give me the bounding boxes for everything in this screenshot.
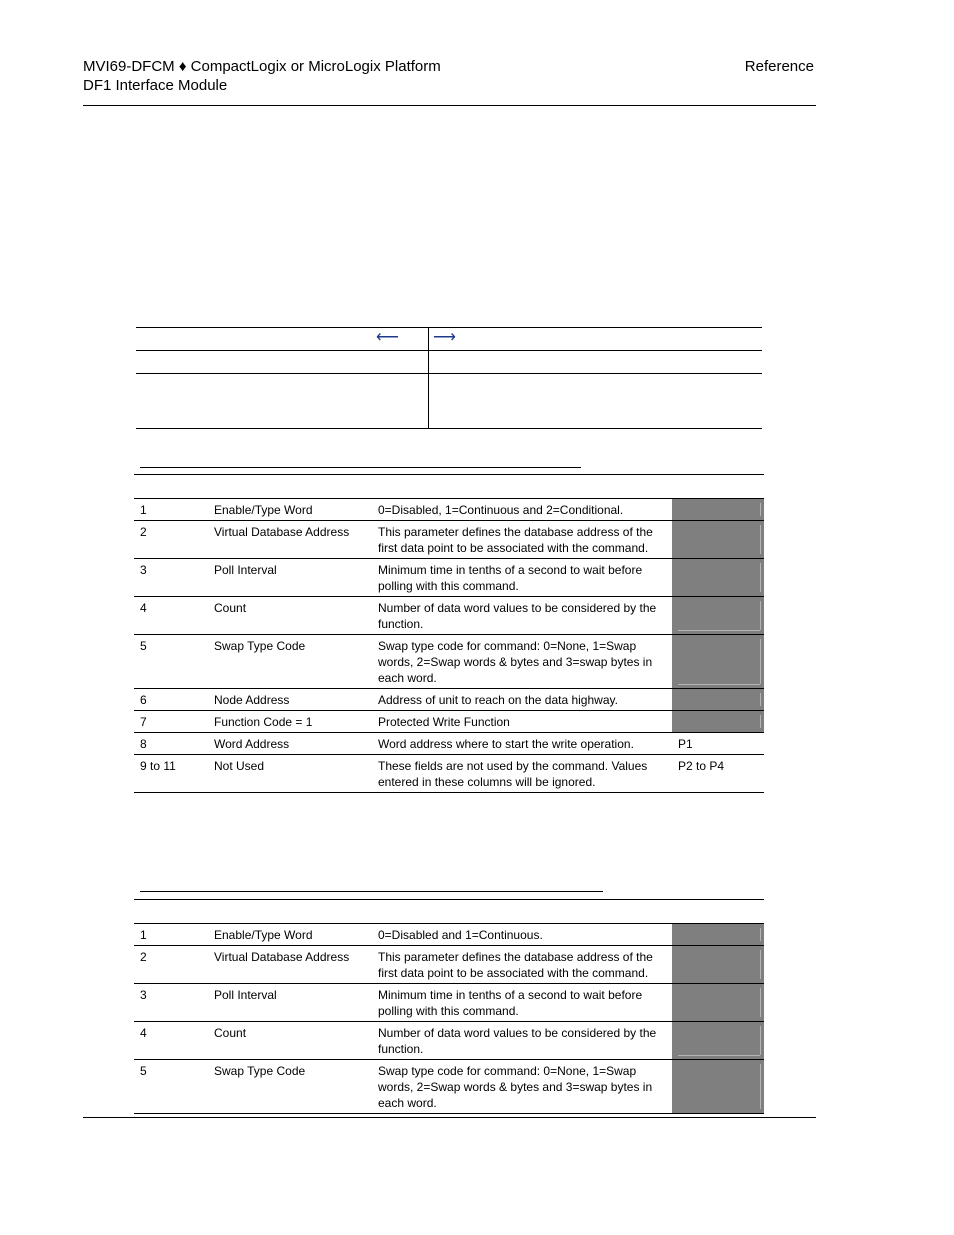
command-table-read [134, 923, 764, 1114]
row-description: Minimum time in tenths of a second to wait before polling with this command. [372, 559, 672, 597]
direction-table-top-rule [136, 327, 762, 328]
row-number: 3 [134, 559, 208, 597]
row-parameter-name: Virtual Database Address [208, 946, 372, 984]
table-row [134, 924, 764, 946]
table2-title-rule [140, 891, 603, 892]
direction-table [136, 327, 762, 429]
table1-header-rule [134, 474, 764, 475]
row-number: 7 [134, 711, 208, 733]
direction-table-bottom-rule [136, 428, 762, 429]
row-description: This parameter defines the database address of the first data point to be associated with the command. [372, 521, 672, 559]
row-parameter-name: Count [208, 597, 372, 635]
row-description: Number of data word values to be considered by the function. [372, 1022, 672, 1060]
table-row [134, 984, 764, 1022]
row-number: 1 [134, 924, 208, 946]
row-number: 5 [134, 1060, 208, 1114]
table-row [134, 755, 764, 793]
row-description: Protected Write Function [372, 711, 672, 733]
row-number: 4 [134, 1022, 208, 1060]
table-row [134, 559, 764, 597]
table-row [134, 689, 764, 711]
row-parameter-code: P1 [672, 733, 764, 755]
row-parameter-name: Poll Interval [208, 984, 372, 1022]
arrow-left-icon: ⟵ [376, 329, 399, 346]
row-description: Word address where to start the write operation. [372, 733, 672, 755]
row-parameter-code [672, 689, 764, 711]
row-parameter-name: Function Code = 1 [208, 711, 372, 733]
row-parameter-code [672, 711, 764, 733]
table-row [134, 499, 764, 521]
row-number: 3 [134, 984, 208, 1022]
page-header-title [83, 57, 441, 95]
row-parameter-name: Enable/Type Word [208, 924, 372, 946]
row-parameter-code [672, 559, 764, 597]
direction-table-rule [136, 373, 762, 374]
row-number: 8 [134, 733, 208, 755]
row-number: 1 [134, 499, 208, 521]
row-number: 2 [134, 946, 208, 984]
row-parameter-code [672, 984, 764, 1022]
row-number: 4 [134, 597, 208, 635]
command-table-write [134, 498, 764, 793]
table-row [134, 635, 764, 689]
row-parameter-code [672, 597, 764, 635]
row-parameter-code [672, 521, 764, 559]
row-parameter-code [672, 635, 764, 689]
header-title-line2: DF1 Interface Module [83, 77, 228, 94]
footer-divider [83, 1117, 816, 1118]
table-row [134, 733, 764, 755]
row-description: Number of data word values to be considered by the function. [372, 597, 672, 635]
table-row [134, 597, 764, 635]
direction-table-rule [136, 350, 762, 351]
row-parameter-name: Enable/Type Word [208, 499, 372, 521]
row-parameter-code [672, 1060, 764, 1114]
row-parameter-code [672, 499, 764, 521]
header-title-line1: MVI69-DFCM ♦ CompactLogix or MicroLogix Platform [83, 58, 441, 75]
row-description: 0=Disabled, 1=Continuous and 2=Conditional. [372, 499, 672, 521]
row-description: Address of unit to reach on the data highway. [372, 689, 672, 711]
row-number: 6 [134, 689, 208, 711]
row-description: These fields are not used by the command. Values entered in these columns will be ignored. [372, 755, 672, 793]
row-description: 0=Disabled and 1=Continuous. [372, 924, 672, 946]
row-parameter-name: Swap Type Code [208, 635, 372, 689]
row-parameter-name: Word Address [208, 733, 372, 755]
row-number: 9 to 11 [134, 755, 208, 793]
row-parameter-code [672, 924, 764, 946]
row-parameter-code [672, 946, 764, 984]
row-number: 2 [134, 521, 208, 559]
row-parameter-code: P2 to P4 [672, 755, 764, 793]
row-number: 5 [134, 635, 208, 689]
table1-title-rule [140, 467, 581, 468]
row-parameter-name: Virtual Database Address [208, 521, 372, 559]
row-parameter-name: Count [208, 1022, 372, 1060]
table-row [134, 521, 764, 559]
row-parameter-name: Poll Interval [208, 559, 372, 597]
row-parameter-name: Swap Type Code [208, 1060, 372, 1114]
header-section-label: Reference [744, 58, 814, 75]
arrow-right-icon: ⟶ [433, 329, 456, 346]
table-row [134, 1060, 764, 1114]
row-description: This parameter defines the database address of the first data point to be associated with the command. [372, 946, 672, 984]
table-row [134, 1022, 764, 1060]
direction-table-divider [428, 327, 429, 429]
table2-header-rule [134, 899, 764, 900]
row-parameter-code [672, 1022, 764, 1060]
row-parameter-name: Not Used [208, 755, 372, 793]
row-description: Swap type code for command: 0=None, 1=Swap words, 2=Swap words & bytes and 3=swap bytes in each word. [372, 1060, 672, 1114]
row-parameter-name: Node Address [208, 689, 372, 711]
row-description: Swap type code for command: 0=None, 1=Swap words, 2=Swap words & bytes and 3=swap bytes in each word. [372, 635, 672, 689]
header-divider [83, 105, 816, 106]
row-description: Minimum time in tenths of a second to wait before polling with this command. [372, 984, 672, 1022]
table-row [134, 946, 764, 984]
table-row [134, 711, 764, 733]
